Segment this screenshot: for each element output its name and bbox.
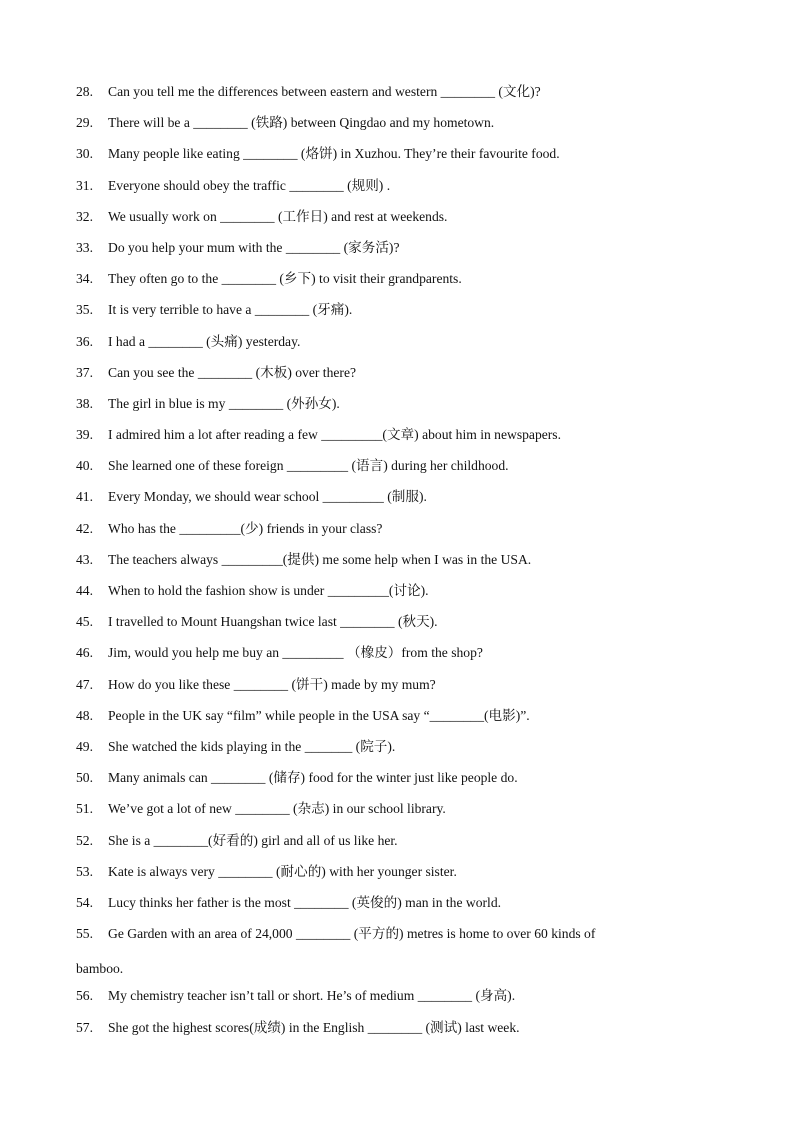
question-text: I had a ________ (头痛) yesterday. <box>108 333 301 349</box>
question-number: 28. <box>76 84 93 99</box>
question-text: There will be a ________ (铁路) between Qingdao and my hometown. <box>108 115 495 131</box>
question-item <box>76 454 696 485</box>
question-text: Can you see the ________ (木板) over there? <box>108 364 357 380</box>
question-text: Jim, would you help me buy an _________ （橡皮）from the shop? <box>108 645 483 661</box>
question-item <box>76 205 696 236</box>
question-item <box>76 922 696 953</box>
question-number: 42. <box>76 520 93 536</box>
question-number: 32. <box>76 208 93 224</box>
question-text: She got the highest scores(成绩) in the English ________ (测试) last week. <box>108 1019 520 1035</box>
question-text: People in the UK say “film” while people in the USA say “________(电影)”. <box>108 707 530 723</box>
question-number: 51. <box>76 801 93 817</box>
question-text: The girl in blue is my ________ (外孙女). <box>108 395 340 411</box>
question-number: 49. <box>76 738 93 754</box>
question-item <box>76 797 696 828</box>
question-item <box>76 361 696 392</box>
question-text: Lucy thinks her father is the most ________ (英俊的) man in the world. <box>108 894 502 910</box>
question-item <box>76 579 696 610</box>
question-item <box>76 984 696 1015</box>
question-item <box>76 80 696 111</box>
question-item <box>76 111 696 142</box>
question-item <box>76 1016 696 1047</box>
question-number: 38. <box>76 395 93 411</box>
question-item <box>76 766 696 797</box>
question-number: 30. <box>76 146 93 162</box>
question-item <box>76 548 696 579</box>
question-continuation: bamboo. <box>76 961 124 977</box>
question-number: 45. <box>76 614 93 630</box>
question-number: 29. <box>76 115 93 131</box>
question-text: How do you like these ________ (饼干) made by my mum? <box>108 676 436 692</box>
question-item <box>76 330 696 361</box>
question-text: Can you tell me the differences between eastern and western ________ (文化)? <box>108 84 541 99</box>
question-text: She is a ________(好看的) girl and all of us like her. <box>108 832 398 848</box>
question-number: 37. <box>76 364 93 380</box>
question-item <box>76 392 696 423</box>
question-item <box>76 735 696 766</box>
question-number: 41. <box>76 489 93 505</box>
question-text: Every Monday, we should wear school _________ (制服). <box>108 489 427 505</box>
question-item <box>76 267 696 298</box>
question-text: When to hold the fashion show is under _________(讨论). <box>108 583 429 598</box>
question-text: The teachers always _________(提供) me some help when I was in the USA. <box>108 551 532 567</box>
question-number: 39. <box>76 427 93 443</box>
question-text: She learned one of these foreign _________ (语言) during her childhood. <box>108 458 509 474</box>
question-item <box>76 829 696 860</box>
question-item <box>76 142 696 173</box>
question-text: Everyone should obey the traffic ________ (规则) . <box>108 177 391 193</box>
question-item <box>76 174 696 205</box>
question-item <box>76 641 696 672</box>
question-number: 34. <box>76 271 93 287</box>
question-text: I travelled to Mount Huangshan twice last ________ (秋天). <box>108 614 438 630</box>
question-number: 43. <box>76 551 93 567</box>
question-text: Do you help your mum with the ________ (家务活)? <box>108 239 400 255</box>
question-text: They often go to the ________ (乡下) to visit their grandparents. <box>108 271 462 287</box>
question-item <box>76 610 696 641</box>
question-list <box>76 80 696 1047</box>
question-number: 54. <box>76 894 93 910</box>
question-number: 50. <box>76 770 93 786</box>
question-item <box>76 891 696 922</box>
question-text: She watched the kids playing in the _______ (院子). <box>108 738 396 754</box>
question-item <box>76 298 696 329</box>
question-item <box>76 485 696 516</box>
question-number: 31. <box>76 177 93 193</box>
question-number: 40. <box>76 458 93 474</box>
question-number: 33. <box>76 239 93 255</box>
question-text: We’ve got a lot of new ________ (杂志) in our school library. <box>108 801 446 817</box>
question-number: 52. <box>76 832 93 848</box>
question-text: Kate is always very ________ (耐心的) with her younger sister. <box>108 863 457 879</box>
question-text: Many people like eating ________ (烙饼) in Xuzhou. They’re their favourite food. <box>108 146 560 162</box>
question-number: 56. <box>76 988 93 1004</box>
question-number: 47. <box>76 676 93 692</box>
question-text: My chemistry teacher isn’t tall or short. He’s of medium ________ (身高). <box>108 988 516 1004</box>
question-text: Ge Garden with an area of 24,000 ________ (平方的) metres is home to over 60 kinds of <box>108 926 596 942</box>
question-text: It is very terrible to have a ________ (牙痛). <box>108 302 353 318</box>
question-number: 35. <box>76 302 93 318</box>
question-number: 55. <box>76 926 93 942</box>
question-item <box>76 704 696 735</box>
question-number: 46. <box>76 645 93 661</box>
question-text: Who has the _________(少) friends in your class? <box>108 520 383 536</box>
question-text: We usually work on ________ (工作日) and rest at weekends. <box>108 208 448 224</box>
question-item <box>76 423 696 454</box>
question-item <box>76 673 696 704</box>
question-number: 36. <box>76 333 93 349</box>
question-text: I admired him a lot after reading a few _________(文章) about him in newspapers. <box>108 427 561 443</box>
question-number: 48. <box>76 707 93 723</box>
question-item <box>76 236 696 267</box>
question-item <box>76 860 696 891</box>
question-number: 57. <box>76 1019 93 1035</box>
question-number: 44. <box>76 583 93 598</box>
question-text: Many animals can ________ (储存) food for the winter just like people do. <box>108 770 518 786</box>
question-number: 53. <box>76 863 93 879</box>
question-item <box>76 517 696 548</box>
